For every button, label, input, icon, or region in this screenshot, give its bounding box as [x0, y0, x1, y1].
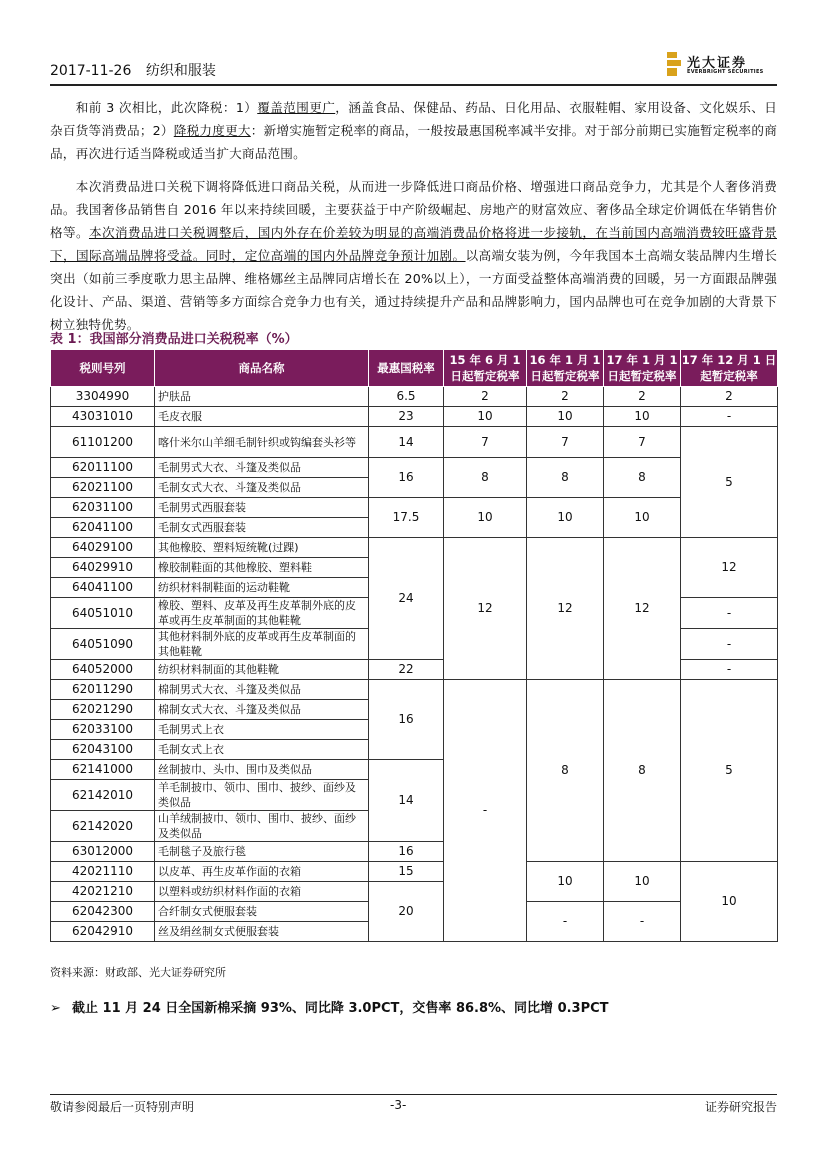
cell-code: 64051010 [51, 598, 155, 629]
cell-code: 64051090 [51, 629, 155, 660]
cell-code: 62043100 [51, 740, 155, 760]
cell-mfn: 22 [369, 660, 444, 680]
cell-code: 42021210 [51, 882, 155, 902]
cell-code: 64052000 [51, 660, 155, 680]
cell-r15: 10 [444, 407, 527, 427]
everbright-logo [667, 52, 777, 78]
p1-text-3: ：新增实施暂定税率的商品，一般按最惠国税率减半安排。对于部分前期已实施暂定税率的商品，再次进行适当降税或适当扩大商品范围。 [50, 123, 778, 161]
cell-r1712: - [681, 629, 778, 660]
cell-r17: 7 [604, 427, 681, 458]
cell-name: 羊毛制披巾、领巾、围巾、披纱、面纱及类似品 [155, 780, 369, 811]
cell-r1712: - [681, 660, 778, 680]
cell-name: 毛制女式上衣 [155, 740, 369, 760]
table-row [51, 498, 778, 518]
page-number: -3- [390, 1098, 407, 1112]
cell-r16: 12 [527, 538, 604, 680]
cell-r15: - [444, 680, 527, 942]
cell-r15: 7 [444, 427, 527, 458]
cell-mfn: 16 [369, 680, 444, 760]
cell-name: 棉制女式大衣、斗篷及类似品 [155, 700, 369, 720]
p2-underline-1: 本次消费品进口关税调整后，国内外存在价差较为明显的高端消费品价格将进一步接轨，在当前国内高端消费较旺盛背景下，国际高端品牌将受益。同时，定位高端的国内外品牌竞争预计加剧。 [50, 225, 777, 263]
cell-r1712: 5 [681, 427, 778, 538]
p2-text-2: 以高端女装为例，今年我国本土高端女装品牌内生增长突出（如前三季度歌力思主品牌、维格娜丝主品牌同店增长在 20%以上），一方面受益整体高端消费的回暖，另一方面跟品牌强化设计、产品、渠道、营销等多方面综合竞争力也有关，通过持续提升产品和品牌影响力，国内品牌也可在竞争加剧的大背景下树立独特优势。 [50, 248, 777, 332]
report-type: 证券研究报告 [704, 1100, 777, 1114]
cell-r17: 8 [604, 680, 681, 862]
cell-code: 62021100 [51, 478, 155, 498]
cell-name: 纺织材料制面的其他鞋靴 [155, 660, 369, 680]
cell-name: 棉制男式大衣、斗篷及类似品 [155, 680, 369, 700]
header-text [50, 60, 216, 80]
cell-mfn: 23 [369, 407, 444, 427]
table-row [51, 427, 778, 458]
cell-code: 62011100 [51, 458, 155, 478]
cell-name: 毛制毯子及旅行毯 [155, 842, 369, 862]
cell-r15: 10 [444, 498, 527, 538]
table-header-row [51, 350, 778, 387]
cell-name: 毛制女式大衣、斗篷及类似品 [155, 478, 369, 498]
p1-text-1: 和前 3 次相比，此次降税：1） [75, 100, 258, 115]
cell-name: 纺织材料制鞋面的运动鞋靴 [155, 578, 369, 598]
industry-name: 纺织和服装 [145, 63, 216, 79]
cell-mfn: 17.5 [369, 498, 444, 538]
cell-r17: 10 [604, 862, 681, 902]
cell-name: 毛制男式上衣 [155, 720, 369, 740]
table-row [51, 387, 778, 407]
cell-code: 62033100 [51, 720, 155, 740]
cell-r16: 10 [527, 498, 604, 538]
header-divider [50, 84, 777, 86]
cell-r16: - [527, 902, 604, 942]
cell-r17: 10 [604, 498, 681, 538]
cell-name: 毛制女式西服套装 [155, 518, 369, 538]
table-row [51, 458, 778, 478]
arrow-bullet-icon: ➢ [50, 1001, 61, 1016]
cell-name: 橡胶、塑料、皮革及再生皮革制外底的皮革或再生皮革制面的其他鞋靴 [155, 598, 369, 629]
header-r1712: 17 年 12 月 1 日起暂定税率 [681, 350, 778, 387]
table-row [51, 538, 778, 558]
cell-r1712: 5 [681, 680, 778, 862]
cell-r17: 12 [604, 538, 681, 680]
cell-name: 毛制男式西服套装 [155, 498, 369, 518]
cell-mfn: 16 [369, 458, 444, 498]
cell-code: 43031010 [51, 407, 155, 427]
cell-name: 毛制男式大衣、斗篷及类似品 [155, 458, 369, 478]
cell-code: 62041100 [51, 518, 155, 538]
cell-code: 61101200 [51, 427, 155, 458]
cell-r17: 10 [604, 407, 681, 427]
cell-mfn: 14 [369, 760, 444, 842]
cell-code: 62021290 [51, 700, 155, 720]
cell-r1712: 2 [681, 387, 778, 407]
paragraph-luxury-impact [50, 175, 777, 336]
cell-code: 62031100 [51, 498, 155, 518]
cell-name: 以皮革、再生皮革作面的衣箱 [155, 862, 369, 882]
cell-r16: 10 [527, 862, 604, 902]
logo-chinese-name: 光大证券 [687, 56, 748, 71]
cell-r15: 8 [444, 458, 527, 498]
cell-name: 其他橡胶、塑料短统靴(过踝) [155, 538, 369, 558]
cell-name: 以塑料或纺织材料作面的衣箱 [155, 882, 369, 902]
table-row [51, 407, 778, 427]
cell-mfn: 15 [369, 862, 444, 882]
cell-mfn: 14 [369, 427, 444, 458]
cell-code: 62042910 [51, 922, 155, 942]
cell-r15: 12 [444, 538, 527, 680]
cell-mfn: 20 [369, 882, 444, 942]
cell-r17: 2 [604, 387, 681, 407]
cell-name: 其他材料制外底的皮革或再生皮革制面的其他鞋靴 [155, 629, 369, 660]
logo-english-name: EVERBRIGHT SECURITIES [687, 69, 764, 75]
cell-name: 毛皮衣服 [155, 407, 369, 427]
cell-r17: - [604, 902, 681, 942]
table-row [51, 680, 778, 700]
cell-name: 橡胶制鞋面的其他橡胶、塑料鞋 [155, 558, 369, 578]
cell-r16: 2 [527, 387, 604, 407]
bullet-text: 截止 11 月 24 日全国新棉采摘 93%、同比降 3.0PCT，交售率 86.8%、同比增 0.3PCT [72, 1001, 609, 1016]
cell-code: 42021110 [51, 862, 155, 882]
cell-r16: 7 [527, 427, 604, 458]
cell-code: 64041100 [51, 578, 155, 598]
header-mfn: 最惠国税率 [369, 350, 444, 387]
table-title: 表 1：我国部分消费品进口关税税率（%） [50, 332, 298, 347]
cell-mfn: 6.5 [369, 387, 444, 407]
cell-code: 64029910 [51, 558, 155, 578]
paragraph-tax-cut-scope [50, 96, 777, 165]
cell-r16: 8 [527, 680, 604, 862]
cell-code: 62142020 [51, 811, 155, 842]
header-name: 商品名称 [155, 350, 369, 387]
cell-r16: 10 [527, 407, 604, 427]
cell-r15: 2 [444, 387, 527, 407]
cell-r1712: - [681, 407, 778, 427]
disclaimer-note: 敬请参阅最后一页特别声明 [50, 1100, 195, 1114]
page-header [50, 56, 777, 82]
bullet-cotton-harvest [50, 997, 609, 1016]
cell-code: 62042300 [51, 902, 155, 922]
p1-underline-1: 覆盖范围更广 [257, 100, 336, 115]
cell-name: 山羊绒制披巾、领巾、围巾、披纱、面纱及类似品 [155, 811, 369, 842]
header-r15: 15 年 6 月 1 日起暂定税率 [444, 350, 527, 387]
table-source: 资料来源：财政部、光大证券研究所 [50, 966, 226, 979]
cell-r1712: - [681, 598, 778, 629]
cell-name: 合纤制女式便服套装 [155, 902, 369, 922]
cell-mfn: 16 [369, 842, 444, 862]
table-row [51, 862, 778, 882]
header-r17: 17 年 1 月 1 日起暂定税率 [604, 350, 681, 387]
cell-mfn: 24 [369, 538, 444, 660]
cell-name: 护肤品 [155, 387, 369, 407]
cell-name: 丝制披巾、头巾、围巾及类似品 [155, 760, 369, 780]
p1-text-2: ，涵盖食品、保健品、药品、日化用品、衣服鞋帽、家用设备、文化娱乐、日杂百货等消费品；2） [50, 100, 777, 138]
cell-name: 喀什米尔山羊细毛制针织或钩编套头衫等 [155, 427, 369, 458]
cell-code: 63012000 [51, 842, 155, 862]
cell-name: 丝及绢丝制女式便服套装 [155, 922, 369, 942]
cell-r16: 8 [527, 458, 604, 498]
cell-code: 64029100 [51, 538, 155, 558]
cell-r1712: 10 [681, 862, 778, 942]
footer-divider [50, 1094, 777, 1095]
cell-code: 62142010 [51, 780, 155, 811]
report-date: 2017-11-26 [50, 63, 132, 79]
cell-code: 3304990 [51, 387, 155, 407]
tariff-table [50, 349, 778, 942]
p1-underline-2: 降税力度更大 [173, 123, 251, 138]
header-r16: 16 年 1 月 1 日起暂定税率 [527, 350, 604, 387]
cell-code: 62141000 [51, 760, 155, 780]
p2-text-1: 本次消费品进口关税下调将降低进口商品关税，从而进一步降低进口商品价格、增强进口商品竞争力，尤其是个人奢侈消费品。我国奢侈品销售自 2016 年以来持续回暖，主要获益于中产阶级崛起、房地产的财富效应、奢侈品全球定价调低在华销售价格等。 [50, 179, 777, 240]
cell-code: 62011290 [51, 680, 155, 700]
cell-r17: 8 [604, 458, 681, 498]
logo-mark-icon [667, 52, 681, 76]
header-code: 税则号列 [51, 350, 155, 387]
cell-r1712: 12 [681, 538, 778, 598]
